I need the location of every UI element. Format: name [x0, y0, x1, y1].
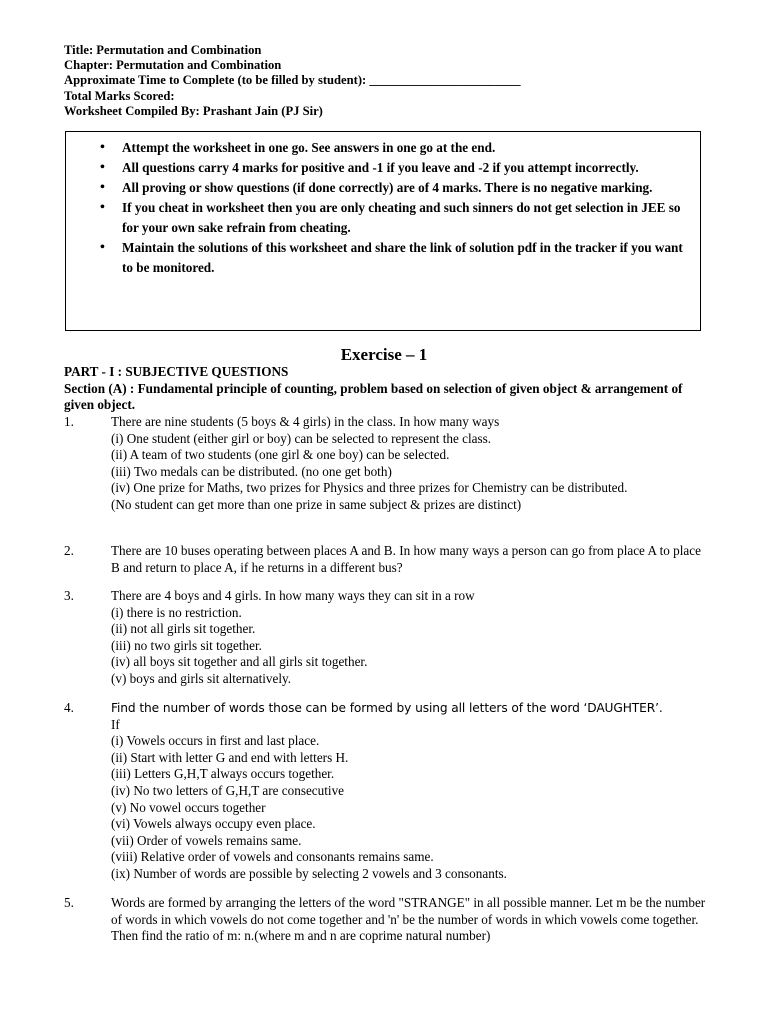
question-3	[64, 588, 710, 688]
question-part: (i) Vowels occurs in first and last place.	[111, 733, 320, 749]
question-stem-continued: If	[111, 716, 120, 732]
question-stem: There are 4 boys and 4 girls. In how many ways they can sit in a row	[111, 588, 475, 603]
question-part: (iv) No two letters of G,H,T are consecutive	[111, 782, 345, 798]
question-part: (vi) Vowels always occupy even place.	[111, 816, 316, 832]
question-number: 2.	[64, 543, 74, 558]
instructions-list	[96, 138, 690, 278]
question-5	[64, 895, 710, 945]
question-4	[64, 700, 710, 883]
question-number: 5.	[64, 895, 74, 910]
worksheet-title: Title: Permutation and Combination	[64, 43, 262, 57]
compiled-by: Worksheet Compiled By: Prashant Jain (PJ Sir)	[64, 103, 323, 118]
exercise-title: Exercise – 1	[340, 345, 428, 364]
question-part: (iii) no two girls sit together.	[111, 637, 262, 653]
question-stem: Words are formed by arranging the letters of the word "STRANGE" in all possible manner. Let m be the number of words in which vowels do not come together and 'n' be the number of words in which vowels come together. Then find the ratio of m: n.(where m and n are coprime natural number)	[111, 895, 706, 944]
question-2	[64, 543, 710, 576]
question-stem: There are 10 buses operating between places A and B. In how many ways a person can go from place A to place B and return to place A, if he returns in a different bus?	[111, 543, 701, 575]
question-stem: There are nine students (5 boys & 4 girls) in the class. In how many ways	[111, 414, 500, 429]
question-part: (iii) Two medals can be distributed. (no one get both)	[111, 463, 392, 479]
question-part: (iv) One prize for Maths, two prizes for Physics and three prizes for Chemistry can be distributed.	[111, 480, 628, 496]
part-title: PART - I : SUBJECTIVE QUESTIONS	[64, 364, 289, 379]
question-part: (v) boys and girls sit alternatively.	[111, 670, 292, 686]
question-stem: Find the number of words those can be formed by using all letters of the word ‘DAUGHTER’.	[111, 701, 663, 715]
instruction-item: • If you cheat in worksheet then you are only cheating and such sinners do not get selection in JEE so for your own sake refrain from cheating.	[96, 198, 690, 238]
question-note: (No student can get more than one prize in same subject & prizes are distinct)	[111, 496, 522, 512]
time-to-complete: Approximate Time to Complete (to be filled by student): ________________________	[64, 73, 521, 88]
question-part: (viii) Relative order of vowels and consonants remains same.	[111, 849, 434, 865]
question-part: (vii) Order of vowels remains same.	[111, 832, 302, 848]
question-part: (i) One student (either girl or boy) can be selected to represent the class.	[111, 430, 492, 446]
instruction-item: • All questions carry 4 marks for positive and -1 if you leave and -2 if you attempt incorrectly.	[96, 158, 690, 178]
question-1	[64, 414, 710, 514]
total-marks: Total Marks Scored:	[64, 88, 175, 103]
question-number: 1.	[64, 414, 74, 429]
part-heading	[64, 364, 704, 414]
worksheet-header	[64, 43, 521, 119]
question-part: (ix) Number of words are possible by selecting 2 vowels and 3 consonants.	[111, 865, 507, 881]
worksheet-chapter: Chapter: Permutation and Combination	[64, 58, 282, 73]
instruction-item: • All proving or show questions (if done correctly) are of 4 marks. There is no negative marking.	[96, 178, 690, 198]
instruction-item: • Attempt the worksheet in one go. See answers in one go at the end.	[96, 138, 690, 158]
question-part: (v) No vowel occurs together	[111, 799, 266, 815]
section-title: Section (A) : Fundamental principle of counting, problem based on selection of given object & arrangement of given object.	[64, 380, 683, 413]
question-part: (ii) not all girls sit together.	[111, 621, 256, 637]
question-number: 4.	[64, 700, 74, 715]
question-part: (ii) A team of two students (one girl & one boy) can be selected.	[111, 447, 450, 463]
question-part: (iii) Letters G,H,T always occurs together.	[111, 766, 335, 782]
instructions-box	[65, 131, 701, 331]
question-part: (i) there is no restriction.	[111, 604, 242, 620]
question-part: (ii) Start with letter G and end with letters H.	[111, 749, 349, 765]
question-number: 3.	[64, 588, 74, 603]
question-part: (iv) all boys sit together and all girls sit together.	[111, 654, 368, 670]
instruction-item: • Maintain the solutions of this worksheet and share the link of solution pdf in the tracker if you want to be monitored.	[96, 238, 690, 278]
